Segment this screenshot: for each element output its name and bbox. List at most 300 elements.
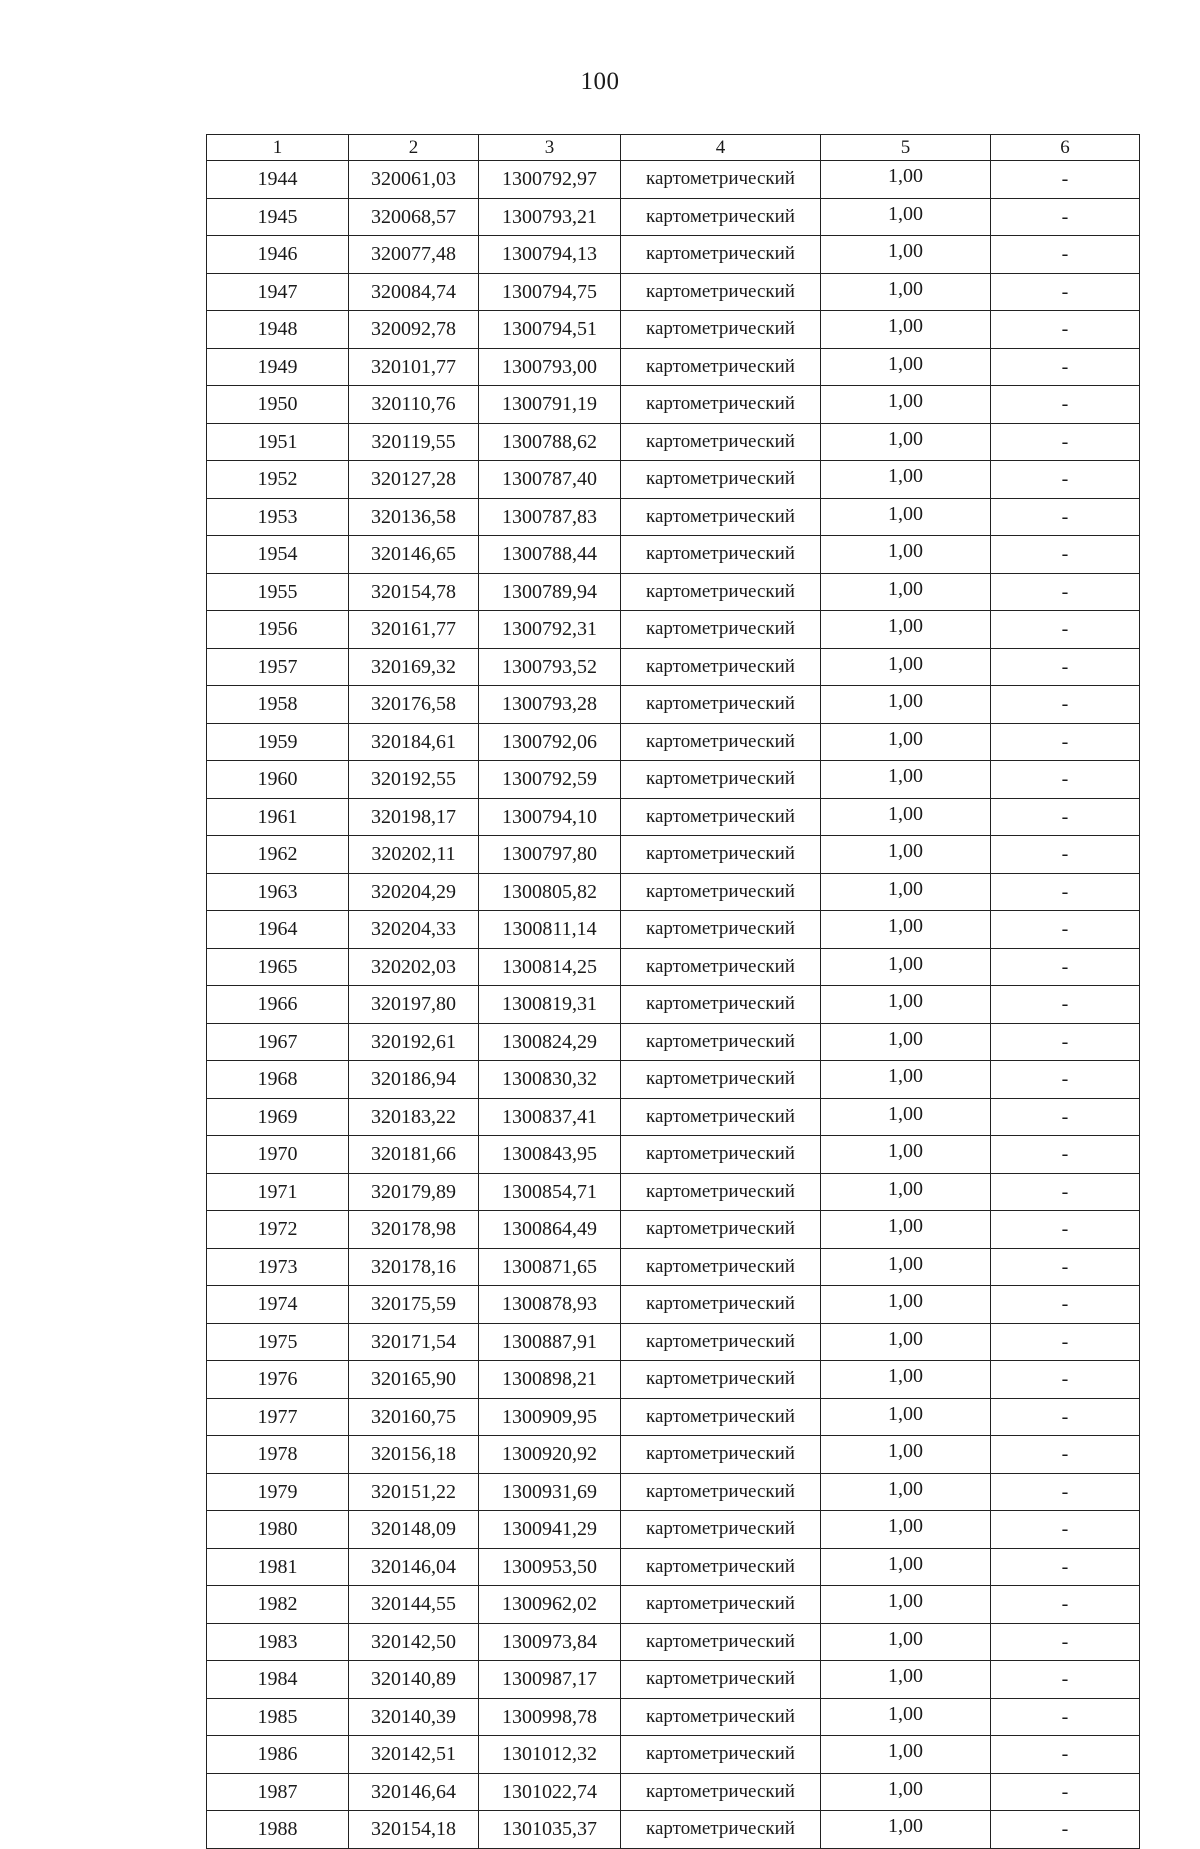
- cell-accuracy: 1,00: [821, 1811, 991, 1849]
- cell-x-coordinate: 320179,89: [349, 1173, 479, 1211]
- cell-method: картометрический: [621, 1511, 821, 1549]
- table-row: [207, 1398, 1140, 1436]
- cell-method: картометрический: [621, 423, 821, 461]
- cell-y-coordinate: 1300793,28: [479, 686, 621, 724]
- cell-y-coordinate: 1301012,32: [479, 1736, 621, 1774]
- cell-x-coordinate: 320061,03: [349, 161, 479, 199]
- cell-method: картометрический: [621, 1586, 821, 1624]
- cell-x-coordinate: 320142,51: [349, 1736, 479, 1774]
- cell-y-coordinate: 1300898,21: [479, 1361, 621, 1399]
- cell-method: картометрический: [621, 761, 821, 799]
- cell-y-coordinate: 1300941,29: [479, 1511, 621, 1549]
- cell-accuracy: 1,00: [821, 1173, 991, 1211]
- cell-description: -: [991, 1811, 1140, 1849]
- cell-accuracy: 1,00: [821, 1136, 991, 1174]
- cell-x-coordinate: 320175,59: [349, 1286, 479, 1324]
- cell-y-coordinate: 1300787,40: [479, 461, 621, 499]
- cell-accuracy: 1,00: [821, 386, 991, 424]
- cell-x-coordinate: 320192,55: [349, 761, 479, 799]
- cell-point-number: 1948: [207, 311, 349, 349]
- cell-y-coordinate: 1300791,19: [479, 386, 621, 424]
- cell-method: картометрический: [621, 1698, 821, 1736]
- cell-method: картометрический: [621, 311, 821, 349]
- cell-description: -: [991, 648, 1140, 686]
- cell-point-number: 1988: [207, 1811, 349, 1849]
- cell-point-number: 1971: [207, 1173, 349, 1211]
- cell-accuracy: 1,00: [821, 1548, 991, 1586]
- cell-description: -: [991, 1211, 1140, 1249]
- cell-y-coordinate: 1300920,92: [479, 1436, 621, 1474]
- cell-y-coordinate: 1300878,93: [479, 1286, 621, 1324]
- table-row: [207, 686, 1140, 724]
- cell-x-coordinate: 320110,76: [349, 386, 479, 424]
- cell-point-number: 1984: [207, 1661, 349, 1699]
- cell-y-coordinate: 1300830,32: [479, 1061, 621, 1099]
- table-row: [207, 986, 1140, 1024]
- cell-description: -: [991, 161, 1140, 199]
- cell-description: -: [991, 273, 1140, 311]
- cell-x-coordinate: 320198,17: [349, 798, 479, 836]
- cell-accuracy: 1,00: [821, 1361, 991, 1399]
- cell-description: -: [991, 311, 1140, 349]
- cell-method: картометрический: [621, 1248, 821, 1286]
- cell-description: -: [991, 986, 1140, 1024]
- cell-x-coordinate: 320148,09: [349, 1511, 479, 1549]
- cell-point-number: 1987: [207, 1773, 349, 1811]
- cell-x-coordinate: 320178,98: [349, 1211, 479, 1249]
- cell-point-number: 1950: [207, 386, 349, 424]
- cell-description: -: [991, 1548, 1140, 1586]
- table-row: [207, 948, 1140, 986]
- cell-x-coordinate: 320146,04: [349, 1548, 479, 1586]
- cell-method: картометрический: [621, 386, 821, 424]
- cell-accuracy: 1,00: [821, 986, 991, 1024]
- cell-point-number: 1978: [207, 1436, 349, 1474]
- table-row: [207, 423, 1140, 461]
- cell-y-coordinate: 1300792,06: [479, 723, 621, 761]
- cell-method: картометрический: [621, 1098, 821, 1136]
- table-row: [207, 236, 1140, 274]
- cell-description: -: [991, 1248, 1140, 1286]
- cell-method: картометрический: [621, 1623, 821, 1661]
- cell-description: -: [991, 573, 1140, 611]
- cell-description: -: [991, 1023, 1140, 1061]
- table-row: [207, 1698, 1140, 1736]
- cell-y-coordinate: 1300794,13: [479, 236, 621, 274]
- cell-point-number: 1953: [207, 498, 349, 536]
- cell-x-coordinate: 320092,78: [349, 311, 479, 349]
- table-row: [207, 1548, 1140, 1586]
- cell-x-coordinate: 320127,28: [349, 461, 479, 499]
- cell-method: картометрический: [621, 611, 821, 649]
- cell-y-coordinate: 1300793,21: [479, 198, 621, 236]
- cell-description: -: [991, 611, 1140, 649]
- table-row: [207, 198, 1140, 236]
- table-row: [207, 348, 1140, 386]
- table-row: [207, 311, 1140, 349]
- cell-description: -: [991, 1098, 1140, 1136]
- cell-description: -: [991, 686, 1140, 724]
- cell-x-coordinate: 320151,22: [349, 1473, 479, 1511]
- cell-y-coordinate: 1300792,59: [479, 761, 621, 799]
- cell-x-coordinate: 320156,18: [349, 1436, 479, 1474]
- cell-point-number: 1974: [207, 1286, 349, 1324]
- cell-description: -: [991, 236, 1140, 274]
- cell-x-coordinate: 320154,78: [349, 573, 479, 611]
- table-row: [207, 573, 1140, 611]
- cell-method: картометрический: [621, 1736, 821, 1774]
- table-row: [207, 1248, 1140, 1286]
- cell-accuracy: 1,00: [821, 1286, 991, 1324]
- cell-description: -: [991, 1398, 1140, 1436]
- cell-method: картометрический: [621, 1323, 821, 1361]
- cell-x-coordinate: 320161,77: [349, 611, 479, 649]
- cell-method: картометрический: [621, 1398, 821, 1436]
- cell-description: -: [991, 386, 1140, 424]
- cell-method: картометрический: [621, 1436, 821, 1474]
- cell-point-number: 1954: [207, 536, 349, 574]
- header-cell-x: 2: [349, 135, 479, 161]
- cell-point-number: 1947: [207, 273, 349, 311]
- table-row: [207, 1736, 1140, 1774]
- cell-point-number: 1951: [207, 423, 349, 461]
- cell-method: картометрический: [621, 1361, 821, 1399]
- cell-description: -: [991, 1361, 1140, 1399]
- cell-y-coordinate: 1300794,75: [479, 273, 621, 311]
- cell-method: картометрический: [621, 536, 821, 574]
- cell-x-coordinate: 320171,54: [349, 1323, 479, 1361]
- cell-y-coordinate: 1300962,02: [479, 1586, 621, 1624]
- cell-point-number: 1945: [207, 198, 349, 236]
- cell-y-coordinate: 1300819,31: [479, 986, 621, 1024]
- cell-method: картометрический: [621, 723, 821, 761]
- cell-x-coordinate: 320068,57: [349, 198, 479, 236]
- cell-point-number: 1972: [207, 1211, 349, 1249]
- cell-y-coordinate: 1300787,83: [479, 498, 621, 536]
- cell-accuracy: 1,00: [821, 648, 991, 686]
- cell-y-coordinate: 1300814,25: [479, 948, 621, 986]
- table-row: [207, 761, 1140, 799]
- cell-x-coordinate: 320146,65: [349, 536, 479, 574]
- cell-method: картометрический: [621, 986, 821, 1024]
- cell-x-coordinate: 320140,39: [349, 1698, 479, 1736]
- cell-method: картометрический: [621, 1548, 821, 1586]
- table-row: [207, 611, 1140, 649]
- cell-y-coordinate: 1301022,74: [479, 1773, 621, 1811]
- cell-method: картометрический: [621, 836, 821, 874]
- cell-point-number: 1985: [207, 1698, 349, 1736]
- table-row: [207, 1061, 1140, 1099]
- cell-y-coordinate: 1300789,94: [479, 573, 621, 611]
- cell-point-number: 1969: [207, 1098, 349, 1136]
- header-cell-method: 4: [621, 135, 821, 161]
- table-row: [207, 1361, 1140, 1399]
- cell-y-coordinate: 1300811,14: [479, 911, 621, 949]
- cell-accuracy: 1,00: [821, 723, 991, 761]
- cell-x-coordinate: 320160,75: [349, 1398, 479, 1436]
- cell-accuracy: 1,00: [821, 311, 991, 349]
- cell-accuracy: 1,00: [821, 798, 991, 836]
- cell-point-number: 1963: [207, 873, 349, 911]
- cell-point-number: 1959: [207, 723, 349, 761]
- cell-accuracy: 1,00: [821, 1061, 991, 1099]
- table-row: [207, 911, 1140, 949]
- cell-accuracy: 1,00: [821, 198, 991, 236]
- cell-accuracy: 1,00: [821, 1436, 991, 1474]
- table-row: [207, 1286, 1140, 1324]
- cell-y-coordinate: 1300837,41: [479, 1098, 621, 1136]
- table-row: [207, 1773, 1140, 1811]
- cell-x-coordinate: 320136,58: [349, 498, 479, 536]
- table-row: [207, 723, 1140, 761]
- cell-point-number: 1949: [207, 348, 349, 386]
- cell-point-number: 1958: [207, 686, 349, 724]
- cell-y-coordinate: 1300931,69: [479, 1473, 621, 1511]
- cell-method: картометрический: [621, 236, 821, 274]
- cell-method: картометрический: [621, 573, 821, 611]
- cell-description: -: [991, 1511, 1140, 1549]
- cell-method: картометрический: [621, 873, 821, 911]
- cell-description: -: [991, 911, 1140, 949]
- cell-description: -: [991, 1586, 1140, 1624]
- cell-point-number: 1965: [207, 948, 349, 986]
- cell-y-coordinate: 1300793,52: [479, 648, 621, 686]
- cell-description: -: [991, 198, 1140, 236]
- cell-description: -: [991, 948, 1140, 986]
- cell-method: картометрический: [621, 1661, 821, 1699]
- cell-point-number: 1976: [207, 1361, 349, 1399]
- cell-point-number: 1975: [207, 1323, 349, 1361]
- table-row: [207, 498, 1140, 536]
- cell-x-coordinate: 320186,94: [349, 1061, 479, 1099]
- cell-x-coordinate: 320178,16: [349, 1248, 479, 1286]
- table-row: [207, 1623, 1140, 1661]
- table-row: [207, 1586, 1140, 1624]
- cell-point-number: 1966: [207, 986, 349, 1024]
- cell-method: картометрический: [621, 1061, 821, 1099]
- cell-method: картометрический: [621, 648, 821, 686]
- cell-y-coordinate: 1300887,91: [479, 1323, 621, 1361]
- cell-x-coordinate: 320169,32: [349, 648, 479, 686]
- cell-x-coordinate: 320202,03: [349, 948, 479, 986]
- cell-description: -: [991, 1661, 1140, 1699]
- cell-point-number: 1956: [207, 611, 349, 649]
- cell-accuracy: 1,00: [821, 573, 991, 611]
- cell-x-coordinate: 320077,48: [349, 236, 479, 274]
- cell-description: -: [991, 461, 1140, 499]
- cell-description: -: [991, 423, 1140, 461]
- table-header-row: [207, 135, 1140, 161]
- cell-accuracy: 1,00: [821, 873, 991, 911]
- table-row: [207, 1511, 1140, 1549]
- cell-y-coordinate: 1300953,50: [479, 1548, 621, 1586]
- coordinates-table-container: [206, 134, 1139, 1849]
- cell-y-coordinate: 1300792,97: [479, 161, 621, 199]
- cell-accuracy: 1,00: [821, 1323, 991, 1361]
- cell-point-number: 1968: [207, 1061, 349, 1099]
- cell-method: картометрический: [621, 1211, 821, 1249]
- cell-description: -: [991, 1623, 1140, 1661]
- cell-point-number: 1981: [207, 1548, 349, 1586]
- cell-accuracy: 1,00: [821, 1023, 991, 1061]
- cell-method: картометрический: [621, 1473, 821, 1511]
- cell-method: картометрический: [621, 1136, 821, 1174]
- cell-y-coordinate: 1300973,84: [479, 1623, 621, 1661]
- cell-method: картометрический: [621, 798, 821, 836]
- cell-description: -: [991, 1698, 1140, 1736]
- cell-description: -: [991, 1323, 1140, 1361]
- cell-description: -: [991, 1136, 1140, 1174]
- cell-y-coordinate: 1300788,62: [479, 423, 621, 461]
- cell-accuracy: 1,00: [821, 761, 991, 799]
- cell-y-coordinate: 1300792,31: [479, 611, 621, 649]
- cell-accuracy: 1,00: [821, 1586, 991, 1624]
- cell-accuracy: 1,00: [821, 1736, 991, 1774]
- table-row: [207, 1436, 1140, 1474]
- cell-point-number: 1986: [207, 1736, 349, 1774]
- cell-accuracy: 1,00: [821, 948, 991, 986]
- cell-accuracy: 1,00: [821, 498, 991, 536]
- table-row: [207, 1473, 1140, 1511]
- cell-point-number: 1967: [207, 1023, 349, 1061]
- cell-y-coordinate: 1300843,95: [479, 1136, 621, 1174]
- cell-point-number: 1957: [207, 648, 349, 686]
- table-row: [207, 161, 1140, 199]
- cell-y-coordinate: 1300864,49: [479, 1211, 621, 1249]
- cell-accuracy: 1,00: [821, 686, 991, 724]
- cell-point-number: 1970: [207, 1136, 349, 1174]
- cell-method: картометрический: [621, 198, 821, 236]
- cell-x-coordinate: 320184,61: [349, 723, 479, 761]
- cell-description: -: [991, 498, 1140, 536]
- cell-method: картометрический: [621, 461, 821, 499]
- cell-accuracy: 1,00: [821, 461, 991, 499]
- cell-y-coordinate: 1300871,65: [479, 1248, 621, 1286]
- cell-accuracy: 1,00: [821, 161, 991, 199]
- cell-point-number: 1955: [207, 573, 349, 611]
- cell-accuracy: 1,00: [821, 1398, 991, 1436]
- cell-accuracy: 1,00: [821, 423, 991, 461]
- header-cell-y: 3: [479, 135, 621, 161]
- cell-description: -: [991, 1736, 1140, 1774]
- header-cell-description: 6: [991, 135, 1140, 161]
- cell-accuracy: 1,00: [821, 1211, 991, 1249]
- table-row: [207, 1098, 1140, 1136]
- cell-point-number: 1964: [207, 911, 349, 949]
- table-row: [207, 273, 1140, 311]
- cell-method: картометрический: [621, 1173, 821, 1211]
- cell-method: картометрический: [621, 948, 821, 986]
- cell-y-coordinate: 1300794,51: [479, 311, 621, 349]
- cell-description: -: [991, 1286, 1140, 1324]
- table-row: [207, 1323, 1140, 1361]
- table-row: [207, 1173, 1140, 1211]
- table-row: [207, 798, 1140, 836]
- cell-accuracy: 1,00: [821, 1473, 991, 1511]
- cell-point-number: 1962: [207, 836, 349, 874]
- table-row: [207, 836, 1140, 874]
- cell-method: картометрический: [621, 911, 821, 949]
- header-cell-point-number: 1: [207, 135, 349, 161]
- cell-x-coordinate: 320142,50: [349, 1623, 479, 1661]
- cell-point-number: 1952: [207, 461, 349, 499]
- table-row: [207, 1023, 1140, 1061]
- table-row: [207, 1211, 1140, 1249]
- cell-x-coordinate: 320204,29: [349, 873, 479, 911]
- cell-accuracy: 1,00: [821, 1661, 991, 1699]
- cell-x-coordinate: 320183,22: [349, 1098, 479, 1136]
- cell-description: -: [991, 1473, 1140, 1511]
- cell-y-coordinate: 1300793,00: [479, 348, 621, 386]
- cell-y-coordinate: 1300805,82: [479, 873, 621, 911]
- cell-method: картометрический: [621, 273, 821, 311]
- cell-accuracy: 1,00: [821, 911, 991, 949]
- cell-point-number: 1982: [207, 1586, 349, 1624]
- cell-method: картометрический: [621, 1811, 821, 1849]
- table-row: [207, 1811, 1140, 1849]
- cell-x-coordinate: 320192,61: [349, 1023, 479, 1061]
- cell-description: -: [991, 798, 1140, 836]
- cell-accuracy: 1,00: [821, 1098, 991, 1136]
- cell-y-coordinate: 1300854,71: [479, 1173, 621, 1211]
- cell-description: -: [991, 1773, 1140, 1811]
- cell-description: -: [991, 536, 1140, 574]
- cell-accuracy: 1,00: [821, 1511, 991, 1549]
- cell-accuracy: 1,00: [821, 536, 991, 574]
- cell-y-coordinate: 1300797,80: [479, 836, 621, 874]
- cell-method: картометрический: [621, 1286, 821, 1324]
- cell-accuracy: 1,00: [821, 1623, 991, 1661]
- table-row: [207, 648, 1140, 686]
- cell-x-coordinate: 320176,58: [349, 686, 479, 724]
- table-row: [207, 1661, 1140, 1699]
- cell-x-coordinate: 320119,55: [349, 423, 479, 461]
- cell-accuracy: 1,00: [821, 1773, 991, 1811]
- cell-point-number: 1983: [207, 1623, 349, 1661]
- cell-x-coordinate: 320165,90: [349, 1361, 479, 1399]
- cell-description: -: [991, 1173, 1140, 1211]
- cell-x-coordinate: 320197,80: [349, 986, 479, 1024]
- cell-x-coordinate: 320144,55: [349, 1586, 479, 1624]
- cell-method: картометрический: [621, 686, 821, 724]
- header-cell-accuracy: 5: [821, 135, 991, 161]
- cell-accuracy: 1,00: [821, 1248, 991, 1286]
- cell-method: картометрический: [621, 161, 821, 199]
- cell-accuracy: 1,00: [821, 236, 991, 274]
- cell-point-number: 1977: [207, 1398, 349, 1436]
- cell-y-coordinate: 1300909,95: [479, 1398, 621, 1436]
- cell-y-coordinate: 1300788,44: [479, 536, 621, 574]
- cell-point-number: 1944: [207, 161, 349, 199]
- cell-x-coordinate: 320084,74: [349, 273, 479, 311]
- cell-description: -: [991, 348, 1140, 386]
- cell-point-number: 1946: [207, 236, 349, 274]
- table-row: [207, 386, 1140, 424]
- cell-accuracy: 1,00: [821, 836, 991, 874]
- cell-description: -: [991, 761, 1140, 799]
- table-row: [207, 461, 1140, 499]
- table-row: [207, 1136, 1140, 1174]
- cell-description: -: [991, 873, 1140, 911]
- cell-x-coordinate: 320154,18: [349, 1811, 479, 1849]
- cell-x-coordinate: 320181,66: [349, 1136, 479, 1174]
- page-number: 100: [580, 68, 620, 95]
- cell-accuracy: 1,00: [821, 273, 991, 311]
- cell-x-coordinate: 320146,64: [349, 1773, 479, 1811]
- cell-description: -: [991, 836, 1140, 874]
- cell-description: -: [991, 1436, 1140, 1474]
- cell-accuracy: 1,00: [821, 611, 991, 649]
